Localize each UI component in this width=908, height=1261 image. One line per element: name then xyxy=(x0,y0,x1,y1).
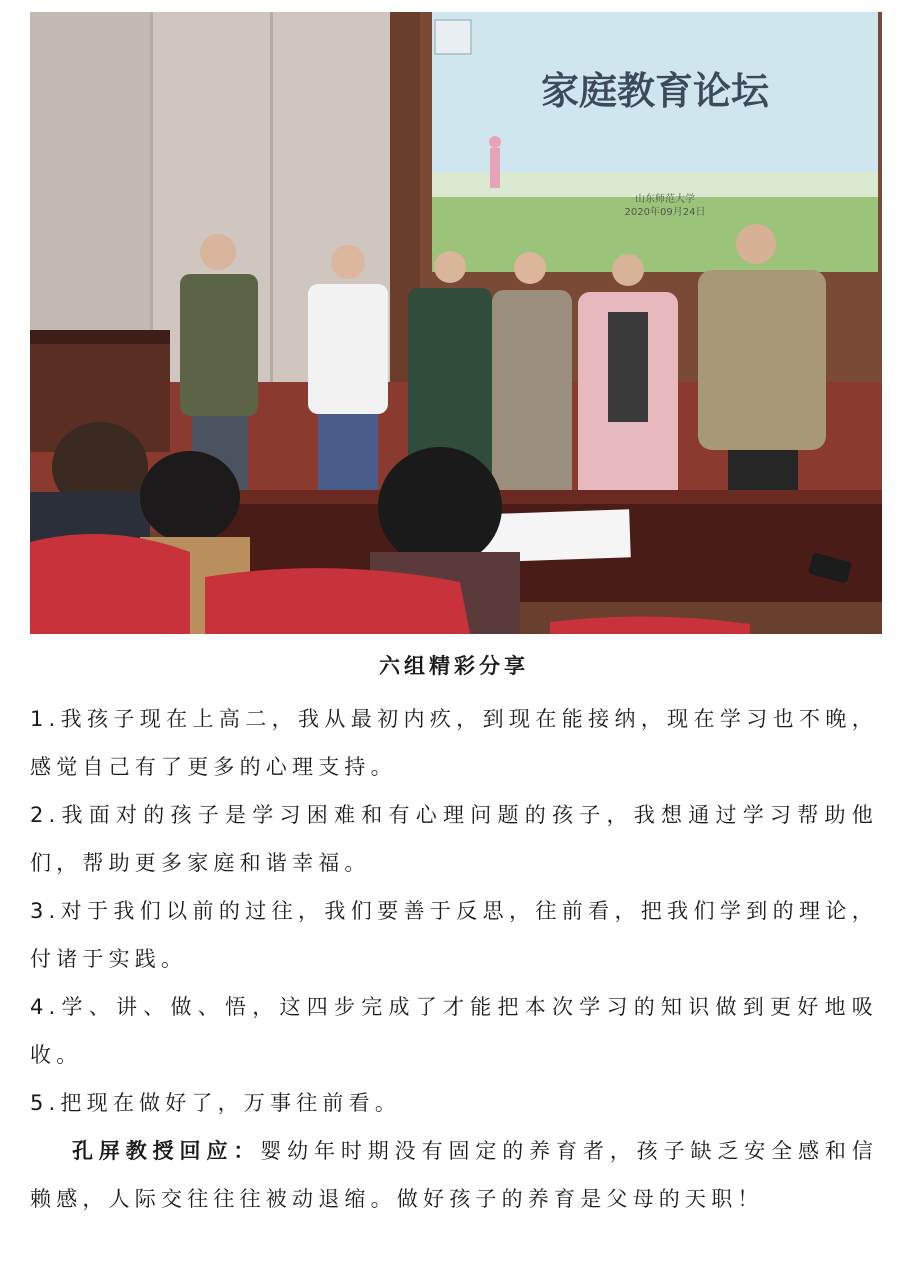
screen-title: 家庭教育论坛 xyxy=(540,68,770,113)
projection-screen xyxy=(432,12,878,272)
photo-caption: 六组精彩分享 xyxy=(379,654,529,678)
share-item: 2.我面对的孩子是学习困难和有心理问题的孩子，我想通过学习帮助他们，帮助更多家庭和谐幸福。 xyxy=(30,803,878,875)
professor-reply xyxy=(30,1127,878,1223)
share-item: 4.学、讲、做、悟，这四步完成了才能把本次学习的知识做到更好地吸收。 xyxy=(30,995,878,1067)
article-body xyxy=(30,695,878,1223)
screen-org: 山东师范大学 xyxy=(635,194,695,205)
share-item: 5.把现在做好了，万事往前看。 xyxy=(30,1091,402,1115)
share-item: 1.我孩子现在上高二，我从最初内疚，到现在能接纳，现在学习也不晚，感觉自己有了更多的心理支持。 xyxy=(30,707,878,779)
reply-label: 孔屏教授回应： xyxy=(72,1139,261,1163)
share-item: 3.对于我们以前的过往，我们要善于反思，往前看，把我们学到的理论，付诸于实践。 xyxy=(30,899,878,971)
screen-date: 2020年09月24日 xyxy=(624,207,706,218)
reply-text: 婴幼年时期没有固定的养育者，孩子缺乏安全感和信赖感，人际交往往往被动退缩。做好孩子的养育是父母的天职！ xyxy=(30,1139,878,1211)
forum-photo-illustration xyxy=(30,12,882,634)
forum-photo xyxy=(30,12,882,634)
